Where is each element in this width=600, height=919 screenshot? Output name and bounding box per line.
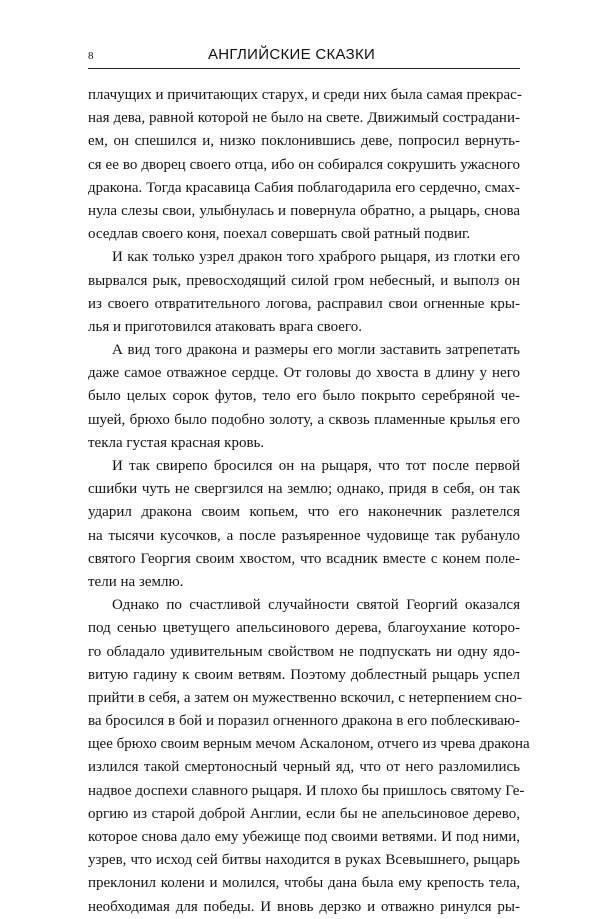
text-line: ная дева, равной которой не было на свете. Движимый сострадани- — [88, 110, 520, 127]
text-line: было целых сорок футов, тело его было покрыто серебряной че- — [88, 388, 520, 405]
text-line: ем, он спешился и, низко поклонившись деве, попросил вернуть- — [88, 133, 520, 150]
text-line: ся ее во дворец своего отца, ибо он собирался сокрушить ужасного — [88, 156, 520, 173]
page-header — [88, 38, 520, 69]
text-line: ударил дракона своим копьем, что его наконечник разлетелся — [88, 504, 520, 521]
text-line: на тысячи кусочков, а после разъяренное чудовище так рубануло — [88, 527, 520, 544]
text-line: узрев, что исход сей битвы находится в руках Всевышнего, рыцарь — [88, 852, 520, 869]
text-line: А вид того дракона и размеры его могли заставить затрепетать — [112, 342, 520, 359]
text-line: нула слезы свои, улыбнулась и повернула обратно, а рыцарь, снова — [88, 202, 520, 219]
text-line: которое снова дало ему убежище под своими ветвями. И под ними, — [88, 829, 520, 845]
text-line: витую гадину к своим ветвям. Поэтому доблестный рыцарь успел — [88, 666, 520, 683]
text-line: И так свирепо бросился он на рыцаря, что тот после первой — [112, 458, 520, 474]
text-line: го обладало удивительным свойством не подпускать ни одну ядо- — [88, 643, 520, 660]
body-text — [88, 84, 530, 919]
text-line: ва бросился в бой и поразил огненного дракона в его поблескиваю- — [88, 713, 520, 730]
text-line: надвое доспехи славного рыцаря. И плохо бы пришлось святому Ге- — [88, 782, 525, 799]
page-number: 8 — [88, 50, 94, 62]
text-line: сшибки чуть не свергзился на землю; однако, придя в себя, он так — [88, 481, 520, 498]
text-line: оседлав своего коня, поехал совершать свой ратный подвиг. — [88, 226, 471, 243]
text-line: Однако по счастливой случайности святой Георгий оказался — [112, 597, 520, 614]
text-line: шуей, брюхо было подобно золоту, а сквозь пламенные крылья его — [88, 411, 520, 428]
running-title: АНГЛИЙСКИЕ СКАЗКИ — [208, 46, 376, 63]
text-line: необходимая для победы. И вновь дерзко и отважно ринулся ры- — [88, 898, 520, 915]
text-line: плачущих и причитающих старух, и среди них была самая прекрас- — [88, 87, 522, 103]
text-line: святого Георгия своим хвостом, что всадник вместе с конем поле- — [88, 550, 520, 567]
text-line: тели на землю. — [88, 573, 184, 590]
text-line: прийти в себя, а затем он мужественно вскочил, с нетерпением сно- — [88, 689, 522, 706]
text-line: оргию из старой доброй Англии, если бы не апельсиновое дерево, — [88, 805, 520, 822]
text-line: дракона. Тогда красавица Сабия поблагодарила его сердечно, смах- — [88, 179, 520, 196]
text-line: вырвался рык, превосходящий силой гром небесный, и выполз он — [88, 272, 520, 289]
text-line: даже самое отважное сердце. От головы до хвоста в длину у него — [88, 365, 520, 382]
text-line: текла густая красная кровь. — [88, 434, 265, 451]
text-line: из своего отвратительного логова, расправил свои огненные кры- — [88, 295, 520, 312]
text-line: излился такой смертоносный черный яд, что от него разломились — [88, 759, 520, 776]
text-line: щее брюхо своим верным мечом Аскалоном, отчего из чрева дракона — [88, 736, 530, 753]
text-line: И как только узрел дракон того храброго рыцаря, из глотки его — [112, 249, 520, 266]
text-line: под сенью цветущего апельсинового дерева, благоухание которо- — [88, 620, 520, 637]
text-line: лья и приготовился атаковать врага своего. — [88, 318, 362, 335]
text-line: преклонил колени и молился, чтобы дана была ему крепость тела, — [88, 875, 520, 892]
